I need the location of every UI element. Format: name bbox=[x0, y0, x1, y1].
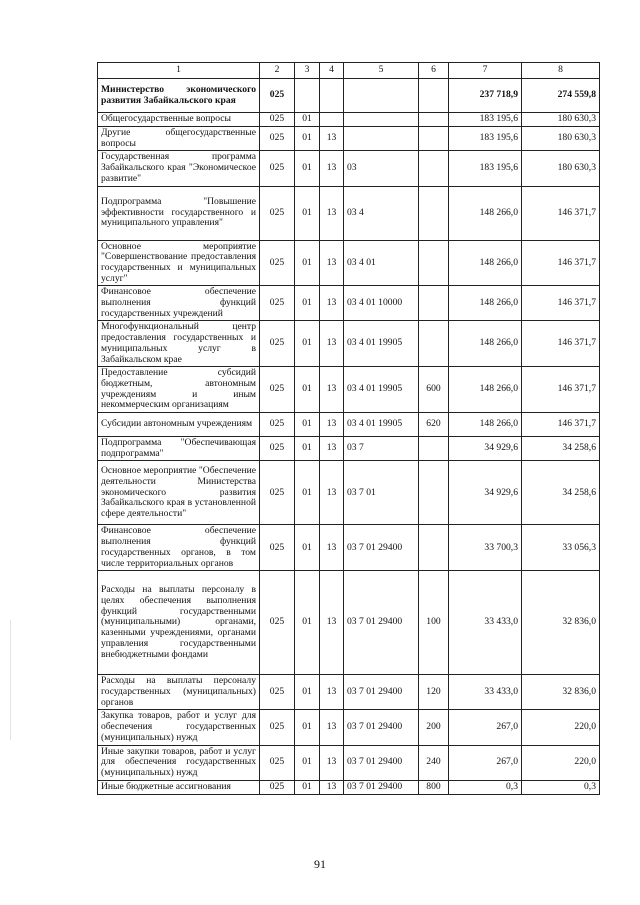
expense-type-cell bbox=[419, 113, 449, 127]
expense-type-cell bbox=[419, 79, 449, 113]
section-cell: 01 bbox=[295, 461, 320, 525]
section-cell: 01 bbox=[295, 367, 320, 413]
table-row bbox=[98, 437, 600, 461]
section-cell: 01 bbox=[295, 186, 320, 240]
target-article-cell: 03 7 01 bbox=[344, 461, 419, 525]
expense-type-cell: 120 bbox=[419, 675, 449, 710]
section-cell: 01 bbox=[295, 710, 320, 745]
code-cell: 025 bbox=[260, 151, 295, 186]
column-number-row bbox=[98, 63, 600, 79]
row-name-cell: Министерство экономического развития Забайкальского края bbox=[98, 79, 260, 113]
column-header: 7 bbox=[449, 63, 522, 79]
table-row bbox=[98, 367, 600, 413]
code-cell: 025 bbox=[260, 367, 295, 413]
expense-type-cell bbox=[419, 127, 449, 151]
target-article-cell bbox=[344, 79, 419, 113]
column-header: 4 bbox=[320, 63, 344, 79]
code-cell: 025 bbox=[260, 571, 295, 675]
row-name-cell: Субсидии автономным учреждениям bbox=[98, 413, 260, 437]
code-cell: 025 bbox=[260, 240, 295, 286]
amount-cell-year1: 34 929,6 bbox=[449, 461, 522, 525]
row-name-cell: Закупка товаров, работ и услуг для обеспечения государственных (муниципальных) нужд bbox=[98, 710, 260, 745]
row-name-cell: Расходы на выплаты персоналу государственных (муниципальных) органов bbox=[98, 675, 260, 710]
amount-cell-year1: 148 266,0 bbox=[449, 321, 522, 367]
row-name-cell: Государственная программа Забайкальского края "Экономическое развитие" bbox=[98, 151, 260, 186]
subsection-cell: 13 bbox=[320, 286, 344, 321]
code-cell: 025 bbox=[260, 113, 295, 127]
expense-type-cell: 240 bbox=[419, 745, 449, 780]
amount-cell-year1: 33 433,0 bbox=[449, 675, 522, 710]
section-cell: 01 bbox=[295, 413, 320, 437]
subsection-cell: 13 bbox=[320, 675, 344, 710]
amount-cell-year2: 146 371,7 bbox=[522, 240, 600, 286]
table-row bbox=[98, 413, 600, 437]
row-name-cell: Основное мероприятие "Обеспечение деятельности Министерства экономического развития Забайкальского края в установленной сфере деятельности" bbox=[98, 461, 260, 525]
column-header: 5 bbox=[344, 63, 419, 79]
table-row bbox=[98, 571, 600, 675]
amount-cell-year1: 148 266,0 bbox=[449, 240, 522, 286]
row-name-cell: Расходы на выплаты персоналу в целях обеспечения выполнения функций государственными (муниципальными) органами, казенными учреждениями, органами управления государственными внебюджетными фондами bbox=[98, 571, 260, 675]
amount-cell-year2: 146 371,7 bbox=[522, 367, 600, 413]
budget-table bbox=[97, 62, 600, 795]
code-cell: 025 bbox=[260, 745, 295, 780]
section-cell: 01 bbox=[295, 151, 320, 186]
row-name-cell: Предоставление субсидий бюджетным, автономным учреждениям и иным некоммерческим организациям bbox=[98, 367, 260, 413]
code-cell: 025 bbox=[260, 780, 295, 794]
amount-cell-year2: 0,3 bbox=[522, 780, 600, 794]
subsection-cell: 13 bbox=[320, 413, 344, 437]
amount-cell-year2: 180 630,3 bbox=[522, 151, 600, 186]
expense-type-cell bbox=[419, 525, 449, 571]
code-cell: 025 bbox=[260, 413, 295, 437]
table-row bbox=[98, 240, 600, 286]
row-name-cell: Финансовое обеспечение выполнения функций государственных учреждений bbox=[98, 286, 260, 321]
target-article-cell: 03 bbox=[344, 151, 419, 186]
target-article-cell bbox=[344, 113, 419, 127]
code-cell: 025 bbox=[260, 321, 295, 367]
amount-cell-year2: 146 371,7 bbox=[522, 186, 600, 240]
target-article-cell: 03 7 01 29400 bbox=[344, 525, 419, 571]
column-header: 6 bbox=[419, 63, 449, 79]
table-row bbox=[98, 186, 600, 240]
expense-type-cell: 800 bbox=[419, 780, 449, 794]
amount-cell-year1: 267,0 bbox=[449, 745, 522, 780]
code-cell: 025 bbox=[260, 461, 295, 525]
row-name-cell: Финансовое обеспечение выполнения функций государственных органов, в том числе территориальных органов bbox=[98, 525, 260, 571]
amount-cell-year2: 146 371,7 bbox=[522, 286, 600, 321]
section-cell: 01 bbox=[295, 675, 320, 710]
amount-cell-year2: 146 371,7 bbox=[522, 413, 600, 437]
amount-cell-year1: 0,3 bbox=[449, 780, 522, 794]
amount-cell-year1: 33 700,3 bbox=[449, 525, 522, 571]
code-cell: 025 bbox=[260, 525, 295, 571]
section-cell: 01 bbox=[295, 745, 320, 780]
target-article-cell: 03 4 01 19905 bbox=[344, 367, 419, 413]
section-cell: 01 bbox=[295, 286, 320, 321]
amount-cell-year1: 183 195,6 bbox=[449, 151, 522, 186]
target-article-cell: 03 4 01 10000 bbox=[344, 286, 419, 321]
row-name-cell: Иные бюджетные ассигнования bbox=[98, 780, 260, 794]
code-cell: 025 bbox=[260, 437, 295, 461]
section-cell: 01 bbox=[295, 437, 320, 461]
code-cell: 025 bbox=[260, 79, 295, 113]
target-article-cell: 03 7 bbox=[344, 437, 419, 461]
section-cell bbox=[295, 79, 320, 113]
code-cell: 025 bbox=[260, 186, 295, 240]
scan-edge-line bbox=[10, 620, 11, 740]
subsection-cell bbox=[320, 113, 344, 127]
subsection-cell: 13 bbox=[320, 710, 344, 745]
section-cell: 01 bbox=[295, 525, 320, 571]
subsection-cell: 13 bbox=[320, 240, 344, 286]
subsection-cell: 13 bbox=[320, 437, 344, 461]
target-article-cell: 03 4 bbox=[344, 186, 419, 240]
amount-cell-year1: 148 266,0 bbox=[449, 186, 522, 240]
section-cell: 01 bbox=[295, 113, 320, 127]
amount-cell-year1: 34 929,6 bbox=[449, 437, 522, 461]
table-row bbox=[98, 113, 600, 127]
amount-cell-year1: 237 718,9 bbox=[449, 79, 522, 113]
subsection-cell bbox=[320, 79, 344, 113]
code-cell: 025 bbox=[260, 286, 295, 321]
amount-cell-year1: 148 266,0 bbox=[449, 286, 522, 321]
table-row bbox=[98, 710, 600, 745]
table-row bbox=[98, 79, 600, 113]
subsection-cell: 13 bbox=[320, 367, 344, 413]
row-name-cell: Основное мероприятие "Совершенствование предоставления государственных и муниципальных услуг" bbox=[98, 240, 260, 286]
expense-type-cell bbox=[419, 286, 449, 321]
table-row bbox=[98, 127, 600, 151]
subsection-cell: 13 bbox=[320, 525, 344, 571]
table-row bbox=[98, 675, 600, 710]
target-article-cell bbox=[344, 127, 419, 151]
amount-cell-year2: 274 559,8 bbox=[522, 79, 600, 113]
table-row bbox=[98, 780, 600, 794]
page-number: 91 bbox=[314, 857, 326, 871]
amount-cell-year2: 34 258,6 bbox=[522, 461, 600, 525]
table-row bbox=[98, 321, 600, 367]
amount-cell-year2: 180 630,3 bbox=[522, 113, 600, 127]
subsection-cell: 13 bbox=[320, 571, 344, 675]
amount-cell-year1: 183 195,6 bbox=[449, 113, 522, 127]
code-cell: 025 bbox=[260, 675, 295, 710]
row-name-cell: Подпрограмма "Обеспечивающая подпрограмма" bbox=[98, 437, 260, 461]
expense-type-cell bbox=[419, 321, 449, 367]
column-header: 3 bbox=[295, 63, 320, 79]
table-body bbox=[98, 63, 600, 795]
amount-cell-year1: 148 266,0 bbox=[449, 413, 522, 437]
amount-cell-year2: 32 836,0 bbox=[522, 675, 600, 710]
row-name-cell: Общегосударственные вопросы bbox=[98, 113, 260, 127]
amount-cell-year2: 32 836,0 bbox=[522, 571, 600, 675]
section-cell: 01 bbox=[295, 321, 320, 367]
section-cell: 01 bbox=[295, 571, 320, 675]
amount-cell-year1: 148 266,0 bbox=[449, 367, 522, 413]
amount-cell-year2: 146 371,7 bbox=[522, 321, 600, 367]
column-header: 1 bbox=[98, 63, 260, 79]
row-name-cell: Другие общегосударственные вопросы bbox=[98, 127, 260, 151]
code-cell: 025 bbox=[260, 127, 295, 151]
expense-type-cell: 100 bbox=[419, 571, 449, 675]
target-article-cell: 03 4 01 19905 bbox=[344, 413, 419, 437]
target-article-cell: 03 7 01 29400 bbox=[344, 710, 419, 745]
subsection-cell: 13 bbox=[320, 321, 344, 367]
subsection-cell: 13 bbox=[320, 127, 344, 151]
column-header: 8 bbox=[522, 63, 600, 79]
target-article-cell: 03 7 01 29400 bbox=[344, 571, 419, 675]
column-header: 2 bbox=[260, 63, 295, 79]
expense-type-cell bbox=[419, 461, 449, 525]
subsection-cell: 13 bbox=[320, 151, 344, 186]
table-row bbox=[98, 525, 600, 571]
amount-cell-year2: 220,0 bbox=[522, 710, 600, 745]
section-cell: 01 bbox=[295, 127, 320, 151]
table-row bbox=[98, 151, 600, 186]
amount-cell-year2: 33 056,3 bbox=[522, 525, 600, 571]
section-cell: 01 bbox=[295, 240, 320, 286]
table-row bbox=[98, 286, 600, 321]
amount-cell-year1: 33 433,0 bbox=[449, 571, 522, 675]
expense-type-cell bbox=[419, 186, 449, 240]
row-name-cell: Многофункциональный центр предоставления государственных и муниципальных услуг в Забайкальском крае bbox=[98, 321, 260, 367]
target-article-cell: 03 4 01 19905 bbox=[344, 321, 419, 367]
expense-type-cell bbox=[419, 437, 449, 461]
target-article-cell: 03 4 01 bbox=[344, 240, 419, 286]
table-row bbox=[98, 745, 600, 780]
amount-cell-year2: 220,0 bbox=[522, 745, 600, 780]
expense-type-cell: 620 bbox=[419, 413, 449, 437]
expense-type-cell: 200 bbox=[419, 710, 449, 745]
amount-cell-year2: 180 630,3 bbox=[522, 127, 600, 151]
expense-type-cell bbox=[419, 240, 449, 286]
section-cell: 01 bbox=[295, 780, 320, 794]
target-article-cell: 03 7 01 29400 bbox=[344, 780, 419, 794]
subsection-cell: 13 bbox=[320, 745, 344, 780]
subsection-cell: 13 bbox=[320, 780, 344, 794]
subsection-cell: 13 bbox=[320, 186, 344, 240]
amount-cell-year1: 183 195,6 bbox=[449, 127, 522, 151]
row-name-cell: Иные закупки товаров, работ и услуг для обеспечения государственных (муниципальных) нужд bbox=[98, 745, 260, 780]
code-cell: 025 bbox=[260, 710, 295, 745]
target-article-cell: 03 7 01 29400 bbox=[344, 675, 419, 710]
expense-type-cell: 600 bbox=[419, 367, 449, 413]
table-row bbox=[98, 461, 600, 525]
row-name-cell: Подпрограмма "Повышение эффективности государственного и муниципального управления" bbox=[98, 186, 260, 240]
expense-type-cell bbox=[419, 151, 449, 186]
target-article-cell: 03 7 01 29400 bbox=[344, 745, 419, 780]
amount-cell-year1: 267,0 bbox=[449, 710, 522, 745]
amount-cell-year2: 34 258,6 bbox=[522, 437, 600, 461]
subsection-cell: 13 bbox=[320, 461, 344, 525]
